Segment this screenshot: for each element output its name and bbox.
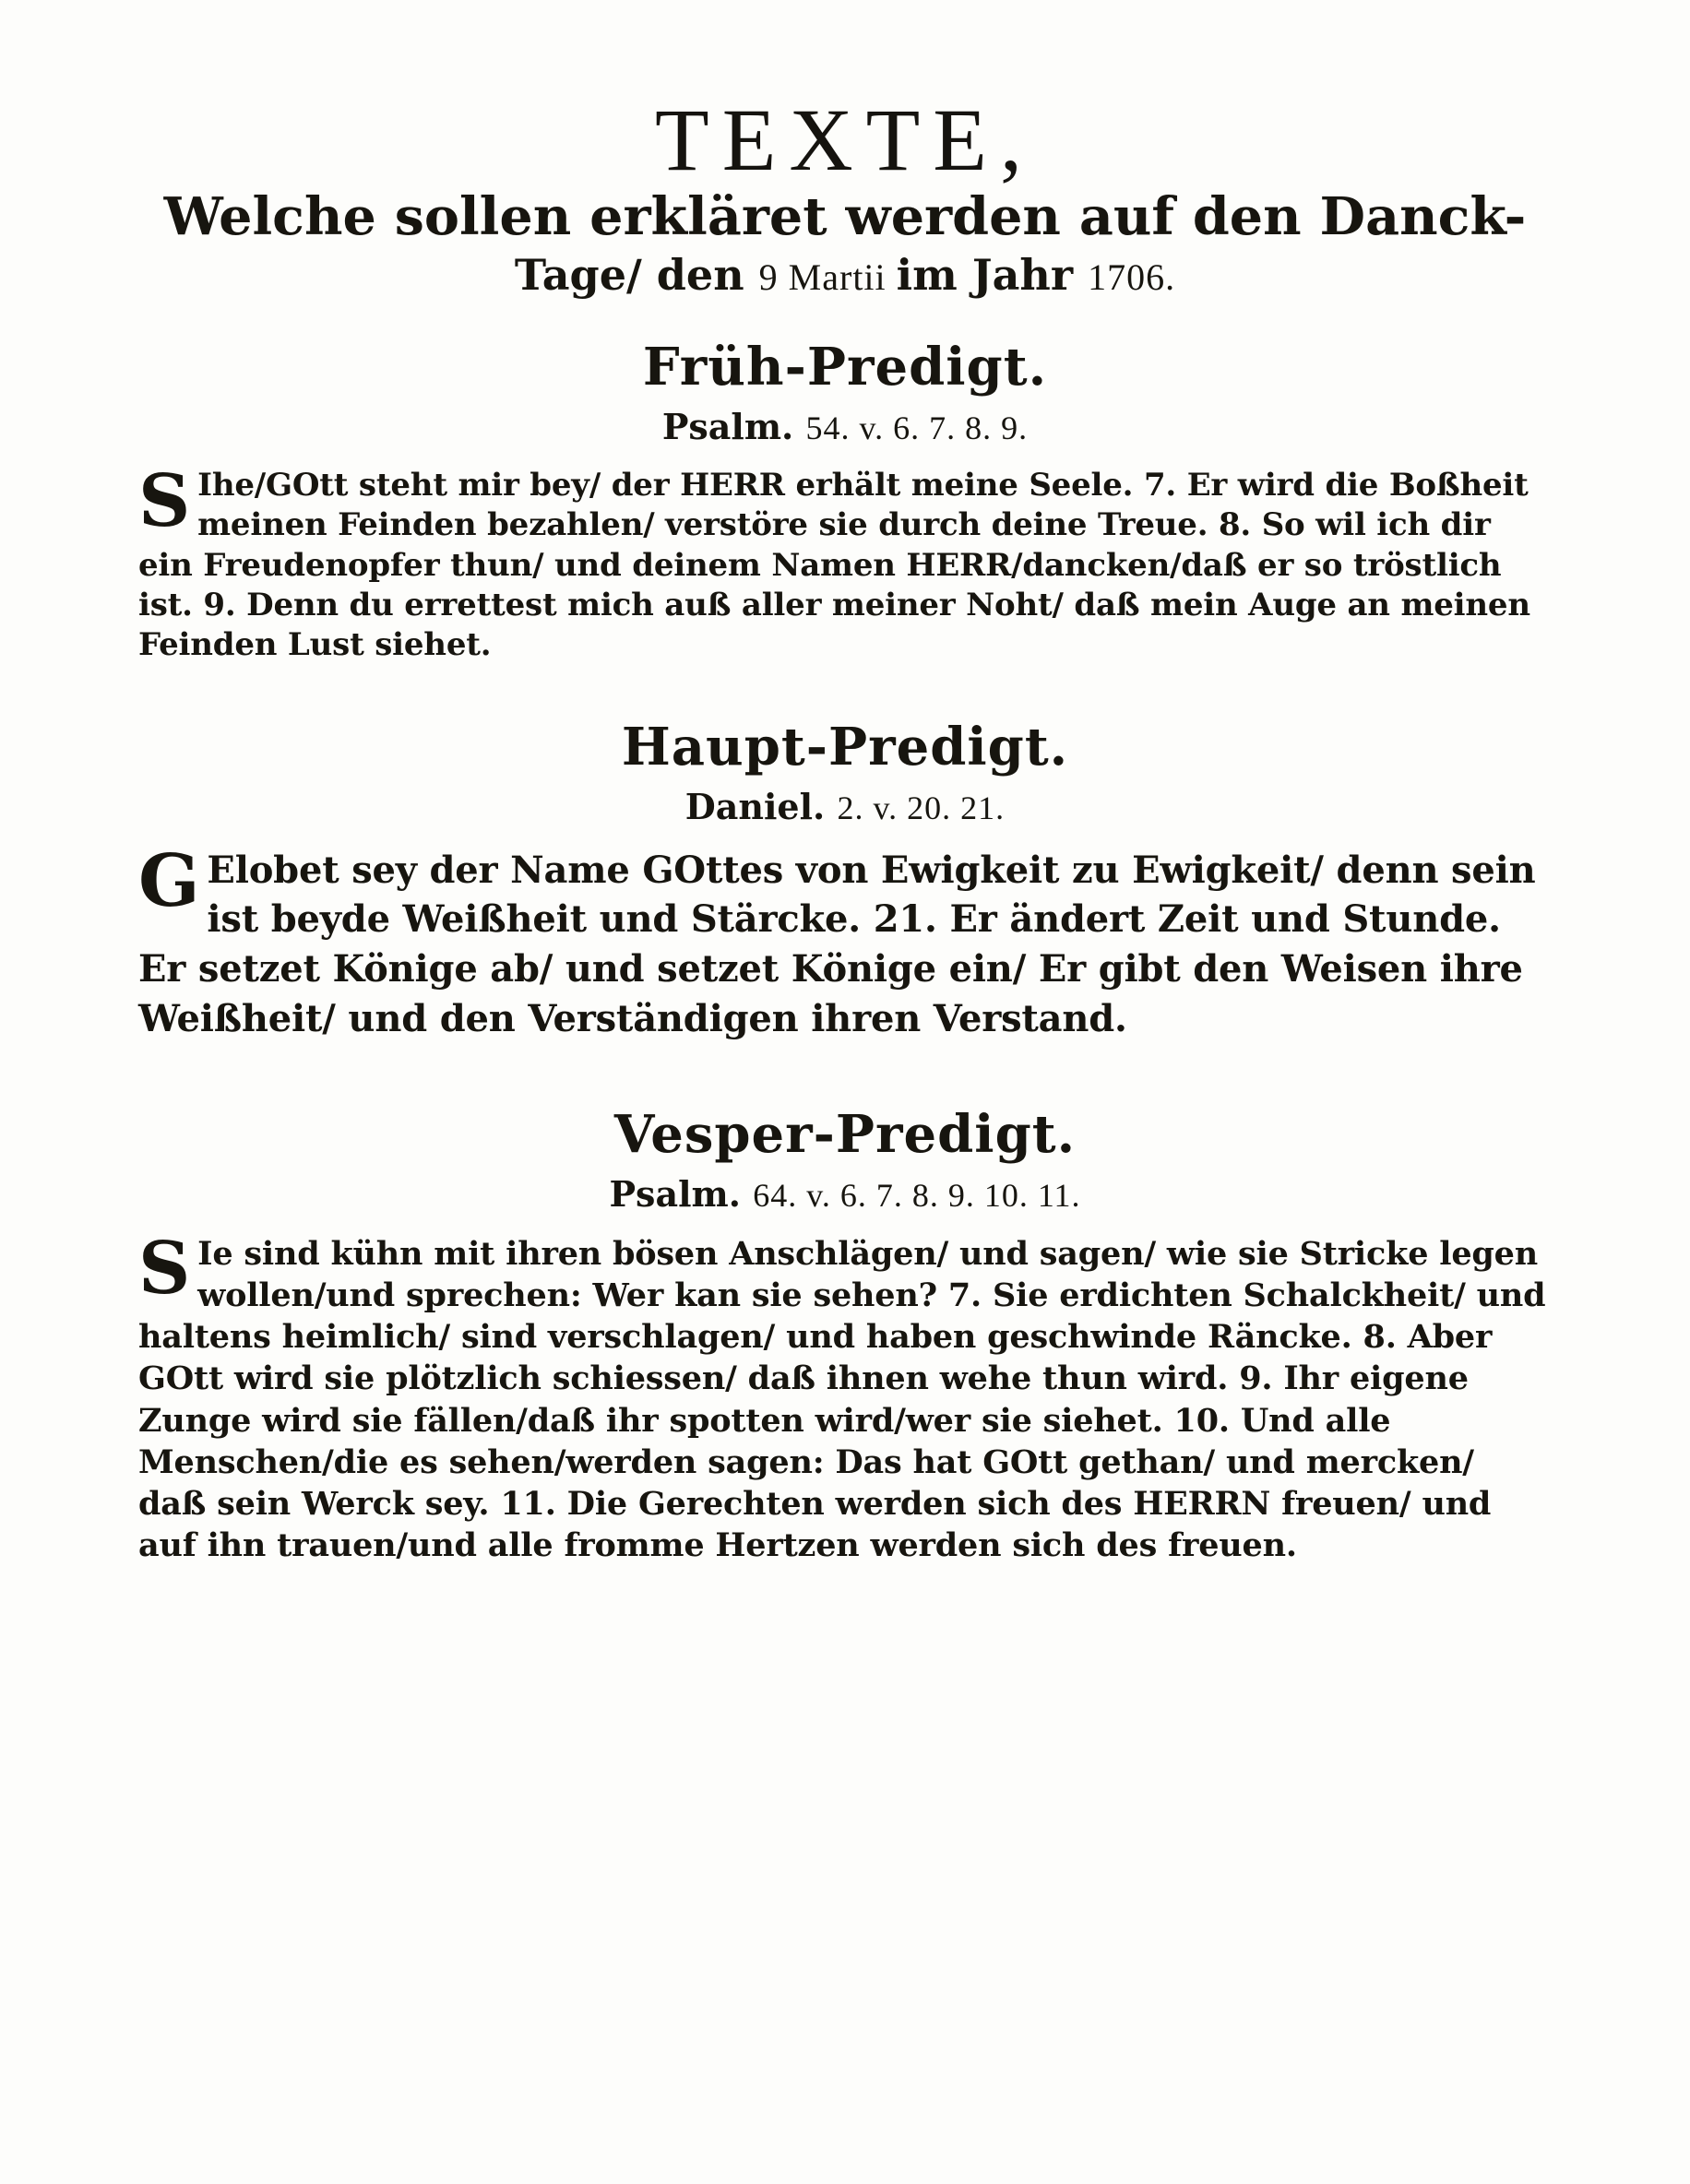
section-reference [138, 1173, 1552, 1215]
drop-cap: S [138, 1227, 191, 1312]
section-heading: Früh-Predigt. [642, 337, 1048, 398]
body-paragraph: Ihe/GOtt steht mir bey/ der HERR erhält meine Seele. 7. Er wird die Boßheit meinen Feinden bezahlen/ verstöre sie durch deine Treue. 8. So wil ich dir ein Freudenopfer thun/ und deinem Namen HERR/dancken/daß er so tröstlich ist. 9. Denn du errettest mich auß aller meiner Noht/ daß mein Auge an meinen Feinden Lust siehet. [138, 467, 1530, 663]
section-frueh-predigt [138, 337, 1552, 665]
subtitle-date-day: 9 [758, 255, 779, 298]
section-reference [138, 406, 1552, 447]
section-body [138, 838, 1552, 1043]
subtitle-year: 1706. [1088, 255, 1176, 298]
reference-verses: 64. v. 6. 7. 8. 9. 10. 11. [753, 1177, 1081, 1215]
section-body [138, 1227, 1552, 1566]
section-reference [138, 786, 1552, 827]
section-heading: Vesper-Predigt. [613, 1104, 1077, 1166]
subtitle-date-prefix: Tage/ den [514, 249, 759, 300]
section-heading: Haupt-Predigt. [621, 717, 1069, 778]
body-paragraph: Elobet sey der Name GOttes von Ewigkeit zu Ewigkeit/ denn sein ist beyde Weißheit und Stärcke. 21. Er ändert Zeit und Stunde. Er setzet Könige ab/ und setzet Könige ein/ Er gibt den Weisen ihre Weißheit/ und den Verständigen ihren Verstand. [138, 848, 1536, 1040]
body-paragraph: Ie sind kühn mit ihren bösen Anschlägen/ und sagen/ wie sie Stricke legen wollen/und sprechen: Wer kan sie sehen? 7. Sie erdichten Schalckheit/ und haltens heimlich/ sind verschlagen/ und haben geschwinde Räncke. 8. Aber GOtt wird sie plötzlich schiessen/ daß ihnen wehe thun wird. 9. Ihr eigene Zunge wird sie fällen/daß ihr spotten wird/wer sie siehet. 10. Und alle Menschen/die es sehen/werden sagen: Das hat GOtt gethan/ und mercken/ daß sein Werck sey. 11. Die Gerechten werden sich des HERRN freuen/ und auf ihn trauen/und alle fromme Hertzen werden sich des freuen. [138, 1235, 1546, 1564]
section-haupt-predigt [138, 717, 1552, 1043]
section-body [138, 459, 1552, 665]
reference-book: Psalm. [661, 406, 794, 448]
reference-book: Daniel. [684, 785, 826, 827]
subtitle-year-prefix: im Jahr [896, 249, 1089, 300]
subtitle-line-1: Welche sollen erkläret werden auf den Danck- [163, 186, 1527, 247]
reference-verses: 54. v. 6. 7. 8. 9. [805, 410, 1029, 447]
section-vesper-predigt [138, 1104, 1552, 1566]
page-title: TEXTE, [655, 90, 1035, 189]
subtitle-date-month: Martii [778, 255, 897, 298]
drop-cap: G [138, 838, 200, 923]
subtitle-line-2 [138, 249, 1552, 300]
drop-cap: S [138, 459, 191, 544]
reference-book: Psalm. [609, 1173, 741, 1216]
reference-verses: 2. v. 20. 21. [837, 789, 1006, 826]
